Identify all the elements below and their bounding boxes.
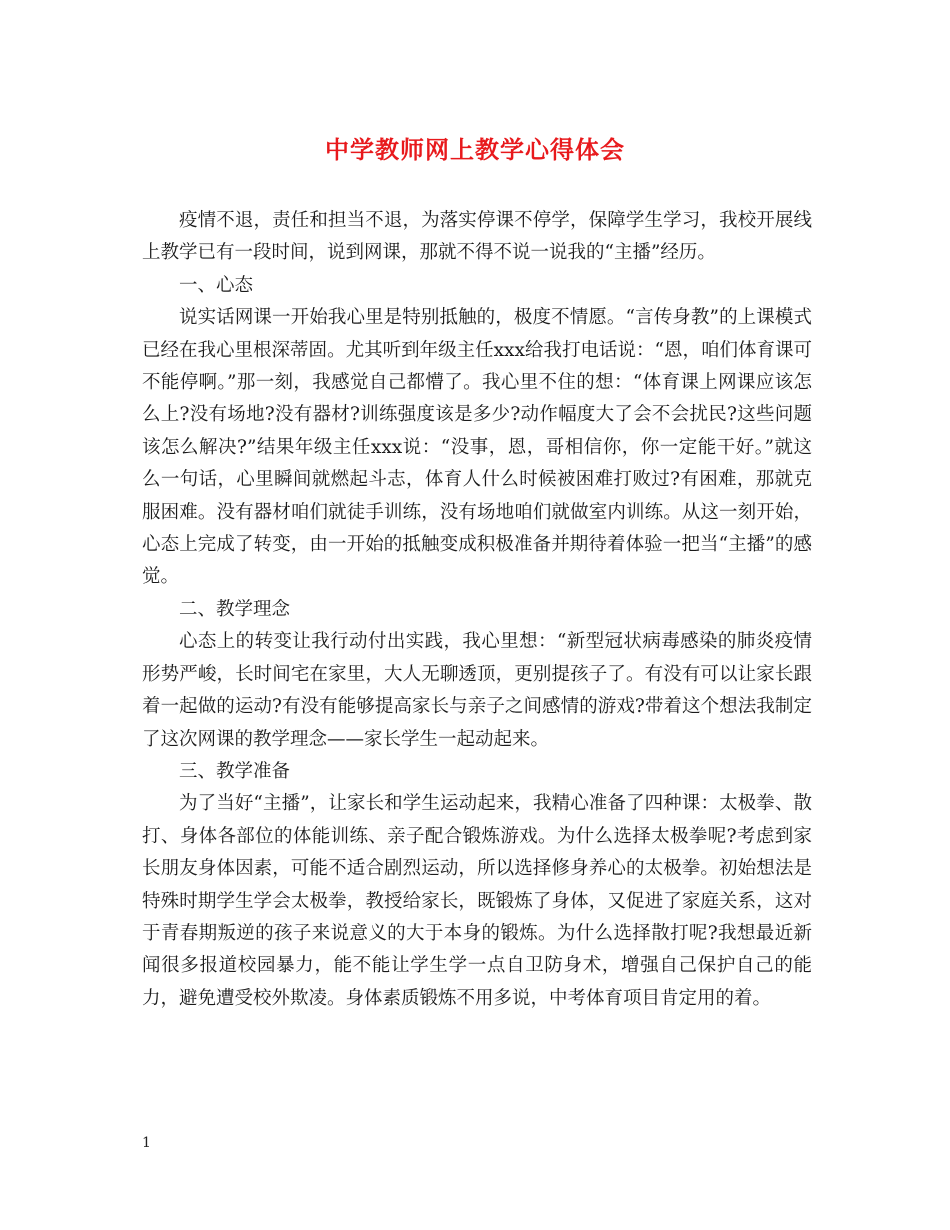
document-body [142,205,812,1015]
intro-paragraph: 疫情不退，责任和担当不退，为落实停课不停学，保障学生学习，我校开展线上教学已有一段时间，说到网课，那就不得不说一说我的“主播”经历。 [142,210,812,264]
section-heading-teaching-philosophy: 二、教学理念 [179,598,291,620]
section-heading-teaching-preparation: 三、教学准备 [179,760,291,782]
teaching-preparation-paragraph: 为了当好“主播”，让家长和学生运动起来，我精心准备了四种课：太极拳、散打、身体各部位的体能训练、亲子配合锻炼游戏。为什么选择太极拳呢?考虑到家长朋友身体因素，可能不适合剧烈运动，所以选择修身养心的太极拳。初始想法是特殊时期学生学会太极拳，教授给家长，既锻炼了身体，又促进了家庭关系，这对于青春期叛逆的孩子来说意义的大于本身的锻炼。为什么选择散打呢?我想最近新闻很多报道校园暴力，能不能让学生学一点自卫防身术，增强自己保护自己的能力，避免遭受校外欺凌。身体素质锻炼不用多说，中考体育项目肯定用的着。 [142,793,812,1009]
teaching-philosophy-paragraph: 心态上的转变让我行动付出实践，我心里想：“新型冠状病毒感染的肺炎疫情形势严峻，长时间宅在家里，大人无聊透顶，更别提孩子了。有没有可以让家长跟着一起做的运动?有没有能够提高家长与亲子之间感情的游戏?带着这个想法我制定了这次网课的教学理念——家长学生一起动起来。 [142,631,812,750]
page-number: 1 [142,1135,151,1151]
mindset-paragraph: 说实话网课一开始我心里是特别抵触的，极度不情愿。“言传身教”的上课模式已经在我心里根深蒂固。尤其听到年级主任xxx给我打电话说：“恩，咱们体育课可不能停啊。”那一刻，我感觉自己都懵了。我心里不住的想：“体育课上网课应该怎么上?没有场地?没有器材?训练强度该是多少?动作幅度大了会不会扰民?这些问题该怎么解决?”结果年级主任xxx说：“没事，恩，哥相信你，你一定能干好。”就这么一句话，心里瞬间就燃起斗志，体育人什么时候被困难打败过?有困难，那就克服困难。没有器材咱们就徒手训练，没有场地咱们就做室内训练。从这一刻开始，心态上完成了转变，由一开始的抵触变成积极准备并期待着体验一把当“主播”的感觉。 [142,307,812,588]
document-title: 中学教师网上教学心得体会 [325,136,625,164]
section-heading-mindset: 一、心态 [179,274,254,296]
